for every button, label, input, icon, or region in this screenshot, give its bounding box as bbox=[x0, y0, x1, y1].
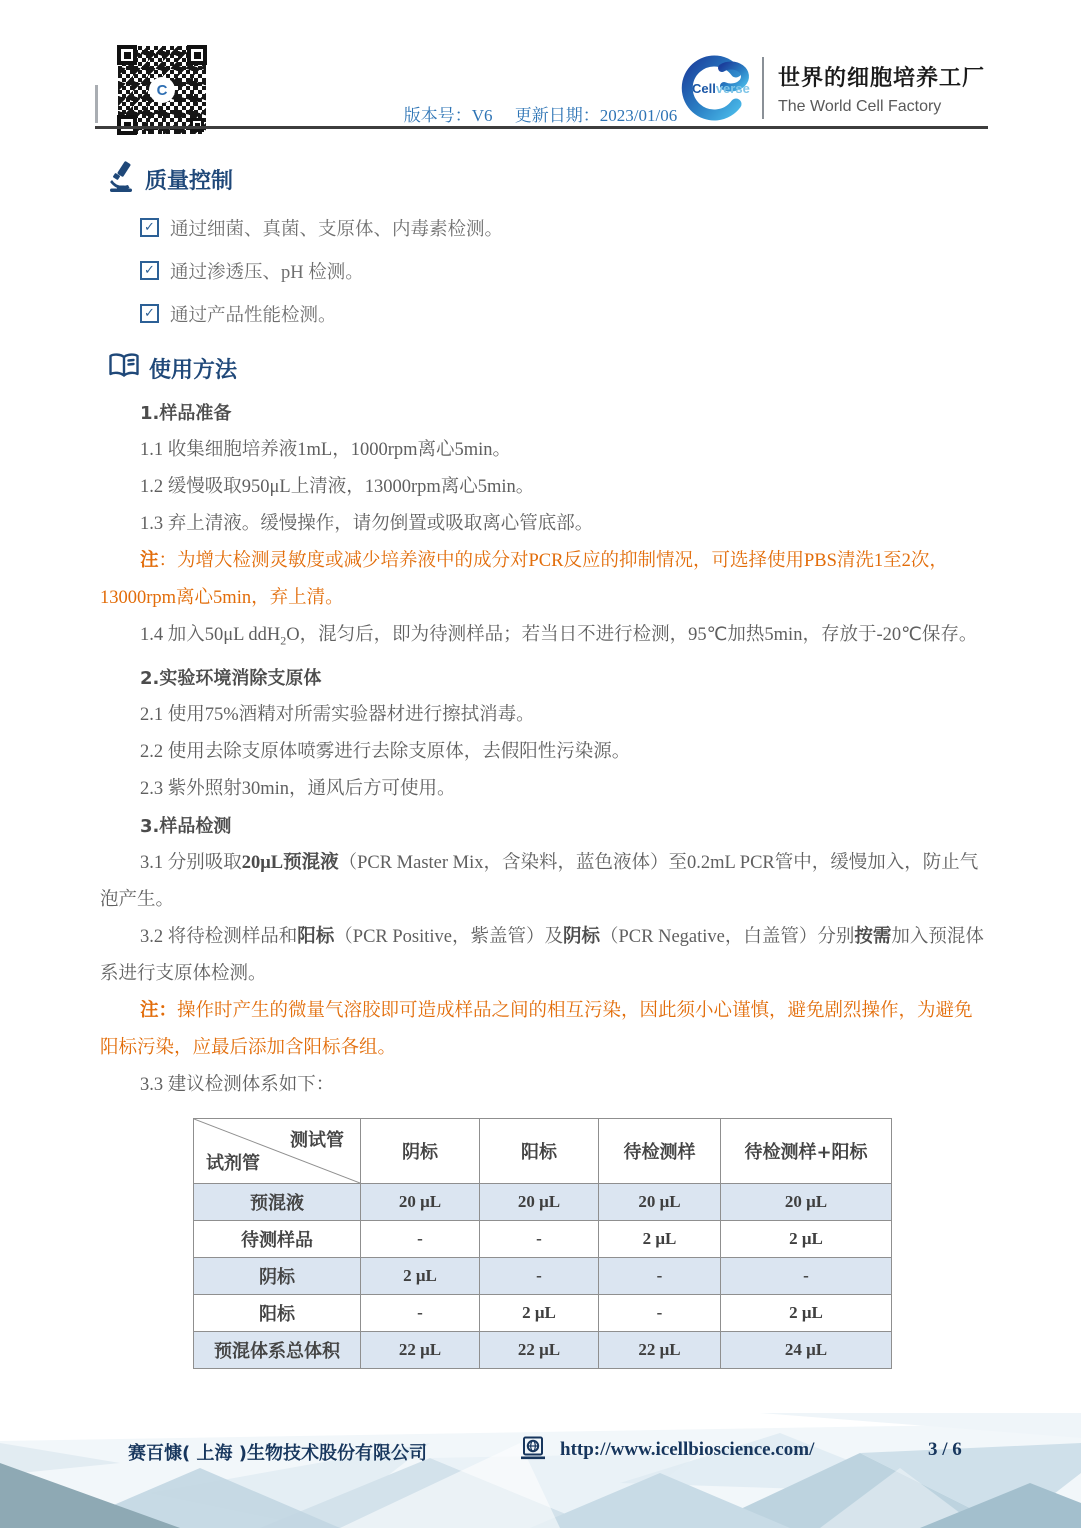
table-row bbox=[194, 1183, 892, 1220]
table-cell: - bbox=[480, 1220, 599, 1257]
footer bbox=[0, 1436, 1081, 1466]
step-1-4: 1.4 加入50μL ddH$_2$O，混匀后，即为待测样品；若当日不进行检测，95℃加热5min，存放于-20℃保存。 bbox=[140, 625, 978, 648]
column-header: 待检测样+阳标 bbox=[721, 1118, 892, 1183]
column-header: 阳标 bbox=[480, 1118, 599, 1183]
note-1: 注：为增大检测灵敏度或减少培养液中的成分对PCR反应的抑制情况，可选择使用PBS清洗1至2次，13000rpm离心5min，弃上清。 bbox=[100, 551, 948, 608]
company-name: 赛百慷( 上海 )生物技术股份有限公司 bbox=[128, 1443, 427, 1464]
page-number: 3 / 6 bbox=[928, 1439, 962, 1460]
brand-divider bbox=[762, 57, 764, 119]
table-row bbox=[194, 1257, 892, 1294]
table-cell: 2 μL bbox=[721, 1220, 892, 1257]
qr-logo-icon: C bbox=[149, 77, 175, 103]
table-corner-cell bbox=[194, 1118, 361, 1183]
row-label: 预混液 bbox=[194, 1183, 361, 1220]
quality-checklist bbox=[100, 206, 985, 335]
section-usage bbox=[108, 347, 985, 389]
checkbox-checked-icon: ✓ bbox=[140, 218, 159, 237]
step-1-2: 1.2 缓慢吸取950μL上清液，13000rpm离心5min。 bbox=[140, 477, 535, 497]
step-heading-2: 2.实验环境消除支原体 bbox=[140, 667, 322, 689]
row-label: 预混体系总体积 bbox=[194, 1331, 361, 1368]
detection-system-table bbox=[193, 1118, 892, 1369]
note-2: 注：操作时产生的微量气溶胶即可造成样品之间的相互污染，因此须小心谨慎，避免剧烈操作，为避免阳标污染，应最后添加含阳标各组。 bbox=[100, 1000, 973, 1058]
row-label: 待测样品 bbox=[194, 1220, 361, 1257]
laptop-globe-icon bbox=[516, 1436, 550, 1469]
table-cell: 24 μL bbox=[721, 1331, 892, 1368]
checklist-item bbox=[140, 206, 985, 249]
checklist-text: 通过细菌、真菌、支原体、内毒素检测。 bbox=[170, 219, 504, 240]
table-cell: 20 μL bbox=[480, 1183, 599, 1220]
table-row bbox=[194, 1294, 892, 1331]
step-2-3: 2.3 紫外照射30min，通风后方可使用。 bbox=[140, 778, 456, 799]
main-content bbox=[100, 158, 985, 1369]
table-cell: 20 μL bbox=[599, 1183, 721, 1220]
cellverse-c-icon bbox=[678, 52, 750, 124]
table-cell: 2 μL bbox=[361, 1257, 480, 1294]
table-cell: 22 μL bbox=[480, 1331, 599, 1368]
step-2-2: 2.2 使用去除支原体喷雾进行去除支原体，去假阳性污染源。 bbox=[140, 741, 631, 762]
section-quality-control bbox=[108, 158, 985, 200]
corner-label-bottom: 试剂管 bbox=[206, 1152, 260, 1174]
version-text: 版本号：V6 bbox=[403, 106, 493, 125]
header-divider bbox=[95, 126, 988, 129]
table-cell: 20 μL bbox=[361, 1183, 480, 1220]
step-heading-1: 1.样品准备 bbox=[140, 403, 232, 424]
step-2-1: 2.1 使用75%酒精对所需实验器材进行擦拭消毒。 bbox=[140, 704, 535, 725]
footer-decoration bbox=[0, 1413, 1081, 1528]
corner-label-top: 测试管 bbox=[290, 1129, 344, 1151]
table-cell: 20 μL bbox=[721, 1183, 892, 1220]
column-header: 待检测样 bbox=[599, 1118, 721, 1183]
table-cell: - bbox=[480, 1257, 599, 1294]
website-url[interactable]: http://www.icellbioscience.com/ bbox=[560, 1439, 815, 1460]
step-heading-3: 3.样品检测 bbox=[140, 815, 232, 837]
checkbox-checked-icon: ✓ bbox=[140, 304, 159, 323]
checkbox-checked-icon: ✓ bbox=[140, 261, 159, 280]
usage-steps bbox=[100, 395, 985, 1104]
step-3-1: 3.1 分别吸取20μL预混液（PCR Master Mix，含染料，蓝色液体）至0.2mL PCR管中，缓慢加入，防止气泡产生。 bbox=[100, 852, 979, 910]
checklist-item bbox=[140, 292, 985, 335]
update-date-text: 更新日期：2023/01/06 bbox=[514, 106, 678, 125]
brand-block bbox=[678, 52, 985, 124]
table-header-row bbox=[194, 1118, 892, 1183]
table-row bbox=[194, 1331, 892, 1368]
table-cell: - bbox=[599, 1294, 721, 1331]
qr-finder-icon bbox=[187, 45, 207, 65]
table-cell: 22 μL bbox=[599, 1331, 721, 1368]
step-1-3: 1.3 弃上清液。缓慢操作，请勿倒置或吸取离心管底部。 bbox=[140, 514, 594, 534]
step-3-3: 3.3 建议检测体系如下： bbox=[140, 1074, 335, 1095]
qr-finder-icon bbox=[117, 45, 137, 65]
section-title: 质量控制 bbox=[145, 168, 234, 194]
checklist-text: 通过渗透压、pH 检测。 bbox=[170, 262, 364, 283]
row-label: 阴标 bbox=[194, 1257, 361, 1294]
table-cell: 22 μL bbox=[361, 1331, 480, 1368]
table-cell: 2 μL bbox=[599, 1220, 721, 1257]
table-cell: 2 μL bbox=[721, 1294, 892, 1331]
table-cell: - bbox=[361, 1294, 480, 1331]
table-cell: - bbox=[721, 1257, 892, 1294]
checklist-text: 通过产品性能检测。 bbox=[170, 305, 337, 326]
microscope-icon bbox=[108, 161, 136, 198]
table-cell: - bbox=[599, 1257, 721, 1294]
table-cell: - bbox=[361, 1220, 480, 1257]
table-row bbox=[194, 1220, 892, 1257]
column-header: 阴标 bbox=[361, 1118, 480, 1183]
brand-subtitle-en: The World Cell Factory bbox=[777, 97, 942, 115]
open-book-icon bbox=[108, 353, 140, 384]
logo-cell-text: Cell bbox=[691, 81, 716, 96]
brand-title-cn: 世界的细胞培养工厂 bbox=[777, 65, 985, 91]
step-1-1: 1.1 收集细胞培养液1mL，1000rpm离心5min。 bbox=[140, 440, 512, 460]
checklist-item bbox=[140, 249, 985, 292]
table-cell: 2 μL bbox=[480, 1294, 599, 1331]
row-label: 阳标 bbox=[194, 1294, 361, 1331]
logo-verse-text: verse bbox=[715, 81, 750, 96]
step-3-2: 3.2 将待检测样品和阳标（PCR Positive，紫盖管）及阴标（PCR Negative，白盖管）分别按需加入预混体系进行支原体检测。 bbox=[100, 926, 984, 984]
section-title: 使用方法 bbox=[149, 357, 238, 383]
